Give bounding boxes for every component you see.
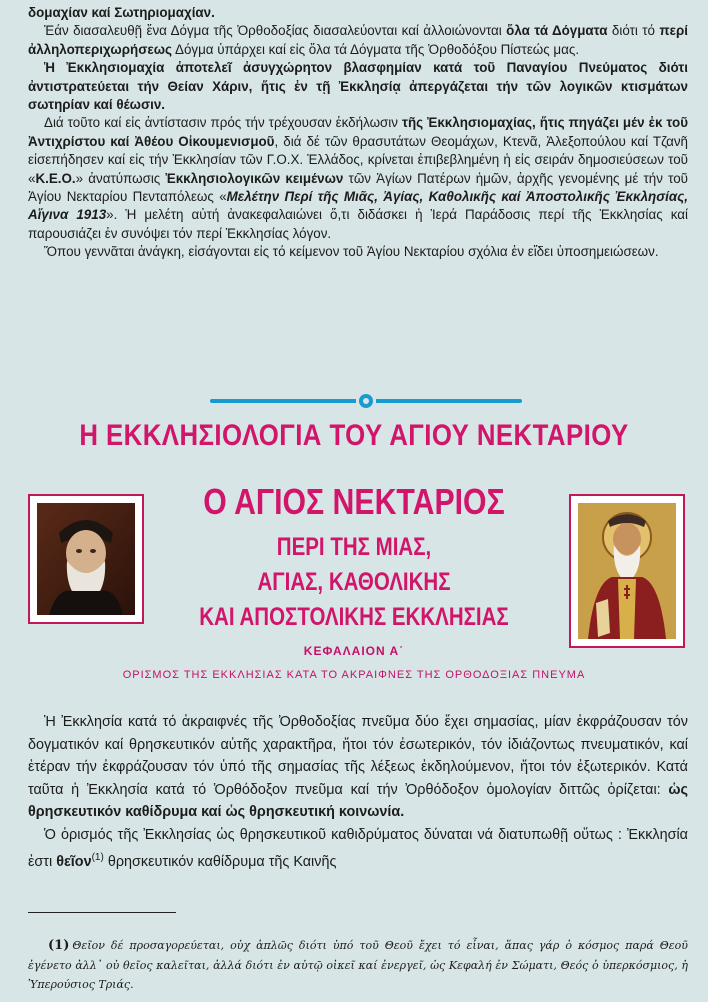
ornament-divider — [210, 394, 522, 408]
body-paragraph-1: Ἡ Ἐκκλησία κατά τό ἀκραιφνές τῆς Ὀρθοδοξίας πνεῦμα δύο ἔχει σημασίας, μίαν ἐκφράζουσαν τόν δογματικόν καί θρησκευτικόν αὐτῆς χαρακτῆρα, ἤτοι τόν ἐσωτερικόν, τόν ἰδιάζοντως πνευματικόν, καί ἑτέραν τήν ἐκφράζουσαν τόν ὑπό τῆς σημασίας τῆς λέξεως ἐκδηλούμενον, ἤτοι τόν ἐξωτερικόν. Κατά ταῦτα ἡ Ἐκκλησία κατά τό Ὀρθόδοξον πνεῦμα καί τήν Ὀρθόδοξον ὁμολογίαν διττῶς ὁρίζεται: ὡς θρησκευτικόν καθίδρυμα καί ὡς θρησκευτική κοινωνία. — [28, 714, 688, 821]
subtitle-line-2: ΑΓΙΑΣ, ΚΑΘΟΛΙΚΗΣ — [257, 568, 451, 596]
chapter-subheading: ΟΡΙΣΜΟΣ ΤΗΣ ΕΚΚΛΗΣΙΑΣ ΚΑΤΑ ΤΟ ΑΚΡΑΙΦΝΕΣ ΤΗΣ ΟΡΘΟΔΟΞΙΑΣ ΠΝΕΥΜΑ — [122, 669, 586, 681]
intro-text — [28, 4, 688, 262]
divider-ornament-icon — [359, 394, 373, 408]
divider-bar-left — [210, 399, 356, 403]
footnote-text: Θεῖον δέ προσαγορεύεται, οὐχ ἁπλῶς διότι ὑπό τοῦ Θεοῦ ἔχει τό εἶναι, ἅπας γάρ ὁ κόσμος παρά Θεοῦ ἐγένετο ἀλλ᾽ οὐ θεῖος καλεῖται, ἀλλά διότι ἐν αὐτῷ οἰκεῖ καί ἐνεργεῖ, ὡς Κεφαλή ἐν Σώματι, Θεός ὁ ὑπερκόσμιος, ἡ Ὑπερούσιος Τριάς. — [28, 939, 688, 991]
footnote-ref[interactable]: (1) — [91, 851, 104, 863]
intro-paragraph-3: Ἡ Ἐκκλησιομαχία ἀποτελεῖ ἀσυγχώρητον βλασφημίαν κατά τοῦ Παναγίου Πνεύματος διότι ἀντιστρατεύεται τήν Θείαν Χάριν, ἥτις ἐν τῇ Ἐκκλησίᾳ ἀπεργάζεται τήν τῶν λογικῶν κτισμάτων σωτηρίαν καί θέωσιν. — [28, 60, 688, 113]
body-paragraph-2: Ὁ ὁρισμός τῆς Ἐκκλησίας ὡς θρησκευτικοῦ καθιδρύματος δύναται νά διατυπωθῇ οὕτως : Ἐκκλησία ἐστι θεῖον$^{(1)}$ θρησκευτικόν καθίδρυμα τῆς Καινῆς — [28, 826, 688, 870]
footnote-separator — [28, 912, 176, 913]
footnote — [28, 936, 688, 995]
footnote-number: (1) — [48, 938, 70, 953]
intro-paragraph-1: δομαχίαν καί Σωτηριομαχίαν. — [28, 5, 215, 20]
subtitle-line-1: ΠΕΡΙ ΤΗΣ ΜΙΑΣ, — [276, 533, 432, 561]
saint-title: Ο ΑΓΙΟΣ ΝΕΚΤΑΡΙΟΣ — [203, 481, 505, 522]
intro-paragraph-5: Ὅπου γεννᾶται ἀνάγκη, εἰσάγονται εἰς τό κείμενον τοῦ Ἁγίου Νεκταρίου σχόλια ἐν εἴδει ὑποσημειώσεων. — [44, 244, 659, 260]
chapter-heading: ΚΕΦΑΛΑΙΟΝ Α΄ — [303, 644, 405, 658]
subtitle-line-3: ΚΑΙ ΑΠΟΣΤΟΛΙΚΗΣ ΕΚΚΛΗΣΙΑΣ — [199, 603, 509, 631]
intro-paragraph-4: Διά τοῦτο καί εἰς ἀντίστασιν πρός τήν τρέχουσαν ἐκδήλωσιν τῆς Ἐκκλησιομαχίας, ἥτις πηγάζει μέν ἐκ τοῦ Ἀντιχρίστου καί Ἀθέου Οἰκουμενισμοῦ, διά δέ τῶν θρασυτάτων Θεομάχων, Κτενᾶ, Ἀλεξοπούλου καί Τζανῆ εἰσεπήδησεν καί εἰς τήν Ἐκκλησίαν τῶν Γ.Ο.Χ. Ἑλλάδος, κρίνεται ἐπιβεβλημένη ἡ εἰς σειράν δημοσιεύσεων τοῦ «Κ.Ε.Ο.» ἀνατύπωσις Ἐκκλησιολογικῶν κειμένων τῶν Ἁγίων Πατέρων ἡμῶν, ἀρχῆς γενομένης μέ τήν τοῦ Ἁγίου Νεκταρίου Πενταπόλεως «Μελέτην Περί τῆς Μιᾶς, Ἁγίας, Καθολικῆς καί Ἀποστολικῆς Ἐκκλησίας, Αἴγινα 1913». Ἡ μελέτη αὐτή ἀνακεφαλαιώνει ὅ,τι διδάσκει ἡ Ἱερά Παράδοσις περί τῆς Ἐκκλησίας καί παρουσιάζει ἐν συνόψει τόν περί Ἐκκλησίας λόγον. — [28, 115, 689, 241]
body-text — [28, 711, 688, 873]
intro-paragraph-2: Ἐάν διασαλευθῇ ἕνα Δόγμα τῆς Ὀρθοδοξίας διασαλεύονται καί ἀλλοιώνονται ὅλα τά Δόγματα διότι τό περί ἀλληλοπεριχωρήσεως Δόγμα ὑπάρχει καί εἰς ὅλα τά Δόγματα τῆς Ὀρθοδόξου Πίστεώς μας. — [28, 23, 688, 57]
main-title: Η ΕΚΚΛΗΣΙΟΛΟΓΙΑ ΤΟΥ ΑΓΙΟΥ ΝΕΚΤΑΡΙΟΥ — [79, 419, 629, 452]
divider-bar-right — [376, 399, 522, 403]
